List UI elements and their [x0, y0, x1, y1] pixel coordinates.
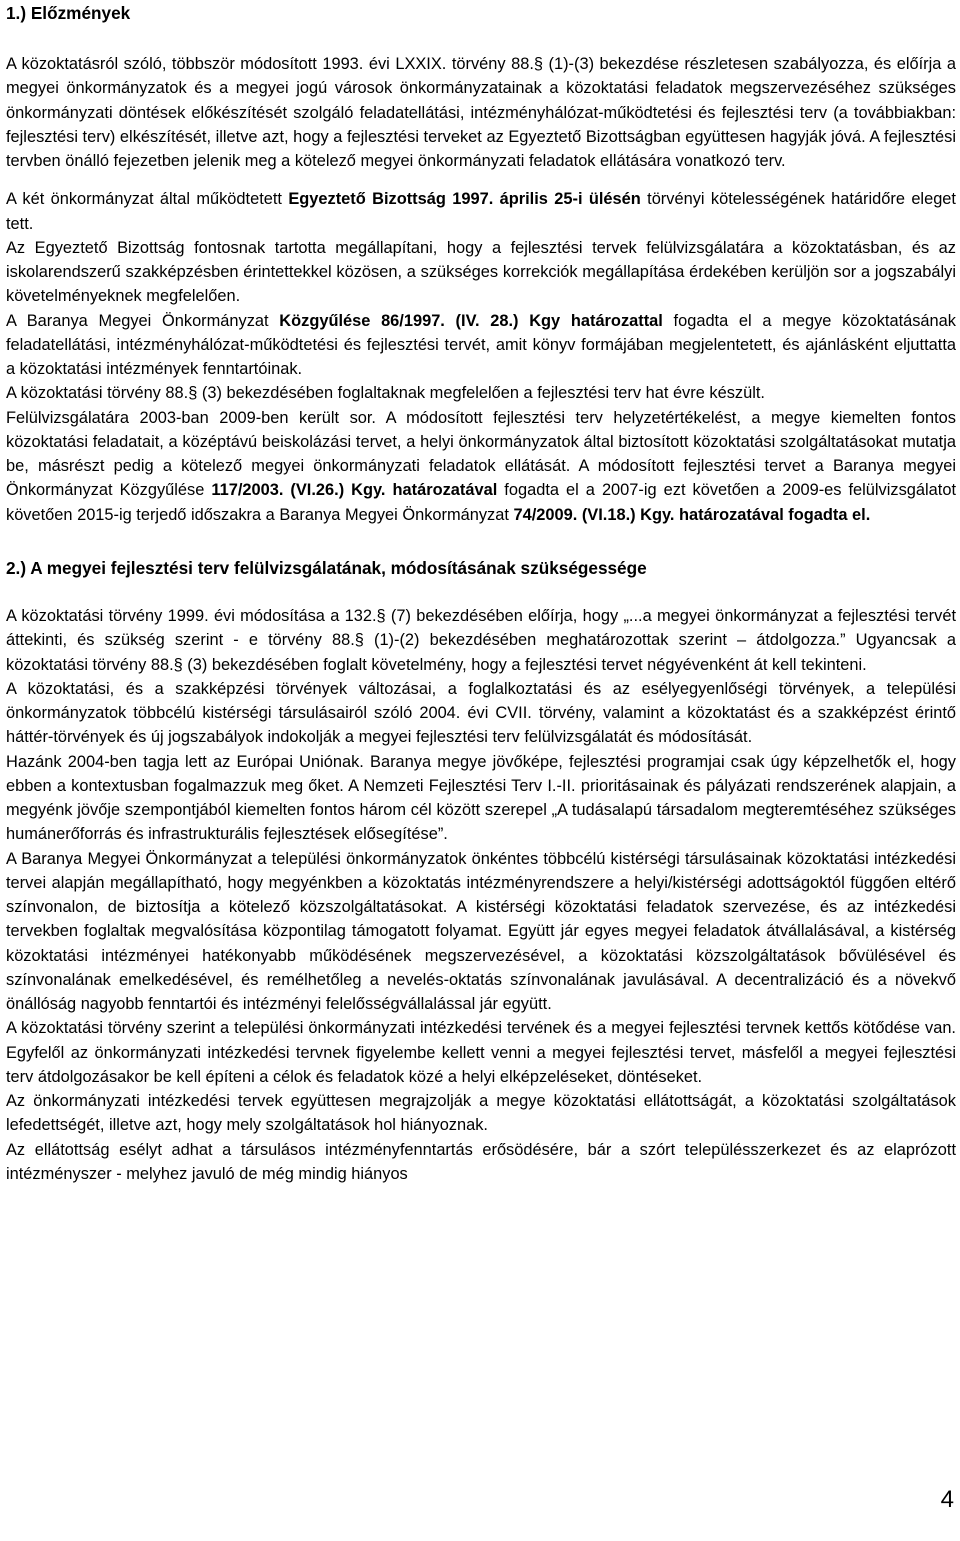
paragraph-text: fogadta el a 2007-ig ezt követően a 2009-es felülvizsgálatot követően 2015-ig terjedő időszakra a Baranya Megyei Önkormányzat [6, 481, 956, 524]
section-1-paragraph-3: Az Egyeztető Bizottság fontosnak tartotta megállapítani, hogy a fejlesztési tervek felülvizsgálatára a közoktatásban, és az iskolarendszerű szakképzésben érintettekkel közösen, a szükséges korrekciók megállapítása érdekében kerüljön sor a jogszabályi követelményeknek megfelelően. [6, 238, 956, 306]
paragraph-text: Felülvizsgálatára 2003-ban 2009-ben került sor. A módosított fejlesztési terv helyzetértékelést, a megye kiemelten fontos közoktatási feladatait, a középtávú beiskolázási tervet, a helyi önkormányzatok által biztosított közoktatási szolgáltatásokat mutatja be, másrészt pedig a kötelező megyei önkormányzati feladatok ellátását. A módosított fejlesztési tervet a Baranya megyei Önkormányzat Közgyűlése [6, 408, 956, 500]
section-2-paragraph-1: A közoktatási törvény 1999. évi módosítása a 132.§ (7) bekezdésében előírja, hogy „...a megyei önkormányzat a fejlesztési tervét áttekinti, és szükség szerint - e törvény 88.§ (1)-(2) bekezdésében meghatározottak szerint – átdolgozza.” Ugyancsak a közoktatási törvény 88.§ (3) bekezdésében foglalt követelmény, hogy a fejlesztési tervet négyévenként át kell tekinteni. [6, 607, 956, 674]
paragraph-text: A két önkormányzat által működtetett [6, 190, 289, 209]
section-1-paragraph-1 [6, 52, 956, 173]
document-page [6, 0, 956, 1186]
section-2-paragraph-7: Az ellátottság esélyt adhat a társulásos intézményfenntartás erősödésére, bár a szórt településszerkezet és az elaprózott intézményszer - melyhez javuló de még mindig hiányos [6, 1140, 956, 1183]
section-2-paragraph-5: A közoktatási törvény szerint a települési önkormányzati intézkedési tervének és a megyei fejlesztési tervnek kettős kötődése van. Egyfelől az önkormányzati intézkedési tervnek figyelembe kellett venni a megyei fejlesztési tervet, másfelől a megyei fejlesztési terv átdolgozásakor be kell építeni a célok és feladatok közé a helyi elképzeléseket, döntéseket. [6, 1019, 956, 1086]
section-1-paragraph-6 [6, 406, 956, 527]
paragraph-text: A fejlesztési tervben önálló fejezetben jelenik meg a kötelező megyei önkormányzati feladatok ellátására vonatkozó terv. [6, 127, 957, 170]
paragraph-text: törvényi kötelességének határidőre eleget tett. [6, 190, 956, 233]
section-1-paragraph-4 [6, 309, 956, 382]
section-1-heading: 1.) Előzmények [6, 3, 131, 23]
bold-text: 117/2003. (VI.26.) Kgy. határozatával [211, 481, 498, 500]
paragraph-text: A közoktatásról szóló, többször módosított 1993. évi LXXIX. törvény 88.§ (1)-(3) bekezdése részletesen szabályozza, és előírja a megyei önkormányzatok és a megyei jogú városok önkormányzatainak a közoktatási feladatok megszervezéséhez szükséges önkormányzati döntések előkészítését szolgáló feladatellátási, intézményhálózat-működtetési és fejlesztési terv (a továbbiakban: fejlesztési terv) elkészítését, illetve azt, hogy a fejlesztési terveket az Egyeztető Bizottságban együttesen hagyják jóvá. [6, 55, 956, 146]
spacer [6, 527, 956, 553]
bold-text: Egyeztető Bizottság 1997. április 25-i ülésén [288, 190, 641, 209]
section-2-paragraph-3: Hazánk 2004-ben tagja lett az Európai Uniónak. Baranya megye jövőképe, fejlesztési programjai csak úgy képzelhetők el, hogy ebben a kontextusban fogalmazzuk meg őket. A Nemzeti Fejlesztési Terv I.-II. prioritásainak és pályázati rendszerének alapjain, a megyénk jövője szempontjából kiemelten fontos három cél között szerepel „A tudásalapú társadalom megteremtéséhez szükséges humánerőforrás és infrastrukturális fejlesztések elősegítése”. [6, 752, 956, 844]
page-number: 4 [940, 1486, 954, 1513]
section-2-paragraph-2: A közoktatási, és a szakképzési törvények változásai, a foglalkoztatási és az esélyegyenlőségi törvények, a települési önkormányzatok többcélú kistérségi társulásairól szóló 2004. évi CVII. törvény, valamint a közoktatást és a szakképzést érintő háttér-törvények és új jogszabályok indokolják a megyei fejlesztési terv felülvizsgálatát és módosítását. [6, 679, 956, 747]
paragraph-text: fogadta el a megye közoktatásának feladatellátási, intézményhálózat-működtetési és fejlesztési tervét, amit könyv formájában megjelentetett, és ajánlásként eljuttatta a közoktatási intézmények fenntartóinak. [6, 311, 956, 378]
section-1-paragraph-2 [6, 187, 956, 236]
paragraph-text: A Baranya Megyei Önkormányzat [6, 311, 280, 330]
section-1-paragraph-5: A közoktatási törvény 88.§ (3) bekezdésében foglaltaknak megfelelően a fejlesztési terv hat évre készült. [6, 384, 765, 403]
section-2-paragraph-4: A Baranya Megyei Önkormányzat a települési önkormányzatok önkéntes többcélú kistérségi társulásainak közoktatási intézkedési tervei alapján megállapítható, hogy megyénkben a közoktatás intézményrendszere a helyi/kistérségi adottságoktól függően eltérő színvonalon, de biztosítja a kötelező közszolgáltatásokat. A kistérségi közoktatási feladatok szervezése, és az intézkedési tervekben foglaltak megvalósítása központilag támogatott folyamat. Együtt jár egyes megyei feladatok átvállalásával, a kistérség közoktatási intézményei hatékonyabb működésének megszervezésével, a közoktatási közszolgáltatások bővülésével és színvonalának emelkedésével, és remélhetőleg a nevelés-oktatás színvonalának javulásával. A decentralizáció és a növekvő önállóság nagyobb fenntartói és intézményi felelősségvállalással jár együtt. [6, 849, 956, 1013]
bold-text: Közgyűlése 86/1997. (IV. 28.) Kgy határozattal [279, 311, 663, 330]
section-2-heading: 2.) A megyei fejlesztési terv felülvizsgálatának, módosításának szükségessége [6, 557, 647, 578]
spacer [6, 26, 956, 52]
bold-text: 74/2009. (VI.18.) Kgy. határozatával fogadta el. [513, 505, 871, 524]
section-2-paragraph-6: Az önkormányzati intézkedési tervek együttesen megrajzolják a megye közoktatási ellátottságát, a közoktatási szolgáltatások lefedettségét, illetve azt, hogy mely szolgáltatások hol hiányoznak. [6, 1092, 956, 1135]
spacer [6, 173, 956, 187]
